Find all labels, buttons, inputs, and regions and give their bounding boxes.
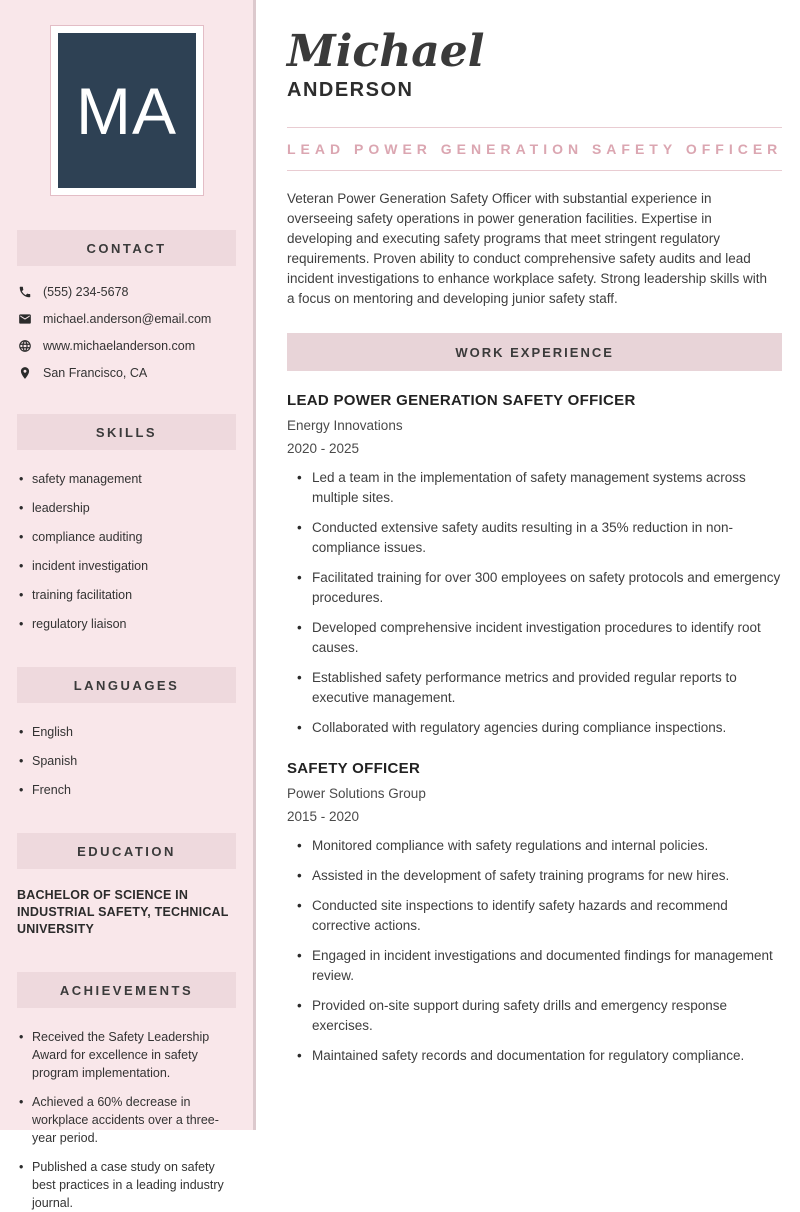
language-item: • French <box>19 781 239 799</box>
job-entry-1 <box>287 392 782 738</box>
skills-section-title: SKILLS <box>95 424 158 440</box>
skills-section-header <box>17 414 236 450</box>
page-title-job: LEAD POWER GENERATION SAFETY OFFICER <box>287 141 783 157</box>
job-bullet: • Conducted extensive safety audits resulting in a 35% reduction in non-compliance issues. <box>287 518 782 558</box>
work-experience-title: WORK EXPERIENCE <box>455 344 614 360</box>
skill-item: • safety management <box>19 470 239 488</box>
education-degree: BACHELOR OF SCIENCE IN INDUSTRIAL SAFETY, TECHNICAL UNIVERSITY <box>17 888 229 936</box>
contact-row-website <box>18 339 239 353</box>
job-bullet: • Led a team in the implementation of safety management systems across multiple sites. <box>287 468 782 508</box>
last-name: ANDERSON <box>287 79 414 101</box>
contact-section-header <box>17 230 236 266</box>
job-title: LEAD POWER GENERATION SAFETY OFFICER <box>287 392 636 409</box>
summary-paragraph: Veteran Power Generation Safety Officer with substantial experience in overseeing safety operations in power generation facilities. Expertise in developing and executing safety programs that meet stringent regulatory requirements. Proven ability to conduct comprehensive safety audits and lead incident investigations to enhance workplace safety. Strong leadership skills with a focus on mentoring and developing junior safety staff. <box>287 191 768 306</box>
phone-icon <box>18 285 32 299</box>
contact-website[interactable]: www.michaelanderson.com <box>43 339 196 353</box>
achievement-item: • Achieved a 60% decrease in workplace accidents over a three-year period. <box>19 1093 239 1147</box>
skill-item: • incident investigation <box>19 557 239 575</box>
achievements-list <box>19 1028 239 1212</box>
skill-item: • leadership <box>19 499 239 517</box>
achievements-section-header <box>17 972 236 1008</box>
divider-bottom <box>287 170 782 171</box>
job-dates: 2015 - 2020 <box>287 809 360 824</box>
skill-item: • compliance auditing <box>19 528 239 546</box>
skills-list <box>19 470 239 633</box>
job-company: Power Solutions Group <box>287 786 426 801</box>
main-content <box>256 0 800 1130</box>
contact-list <box>18 285 239 380</box>
contact-row-phone <box>18 285 239 299</box>
contact-location: San Francisco, CA <box>43 366 148 380</box>
job-bullet: • Facilitated training for over 300 employees on safety protocols and emergency procedures. <box>287 568 782 608</box>
job-bullet: • Assisted in the development of safety training programs for new hires. <box>287 866 782 886</box>
job-bullet: • Developed comprehensive incident investigation procedures to identify root causes. <box>287 618 782 658</box>
language-item: • English <box>19 723 239 741</box>
location-pin-icon <box>18 366 32 380</box>
work-experience-header <box>287 333 782 371</box>
job-bullet: • Established safety performance metrics and provided regular reports to executive management. <box>287 668 782 708</box>
job-bullet: • Provided on-site support during safety drills and emergency response exercises. <box>287 996 782 1036</box>
achievements-section-title: ACHIEVEMENTS <box>59 982 194 998</box>
job-bullet: • Monitored compliance with safety regulations and internal policies. <box>287 836 782 856</box>
languages-list <box>19 723 239 799</box>
job-bullet: • Maintained safety records and documentation for regulatory compliance. <box>287 1046 782 1066</box>
job-title: SAFETY OFFICER <box>287 760 421 777</box>
avatar <box>50 25 204 196</box>
job-bullet-list <box>287 468 782 738</box>
education-section-title: EDUCATION <box>77 843 176 859</box>
language-item: • Spanish <box>19 752 239 770</box>
contact-row-location <box>18 366 239 380</box>
email-icon <box>18 312 32 326</box>
languages-section-title: LANGUAGES <box>73 677 180 693</box>
education-section-header <box>17 833 236 869</box>
first-name: Michael <box>287 26 485 77</box>
languages-section-header <box>17 667 236 703</box>
divider-top <box>287 127 782 128</box>
sidebar <box>0 0 256 1210</box>
job-entry-2 <box>287 760 782 1066</box>
job-company: Energy Innovations <box>287 418 403 433</box>
contact-section-title: CONTACT <box>86 240 167 256</box>
job-bullet: • Collaborated with regulatory agencies during compliance inspections. <box>287 718 782 738</box>
achievement-item: • Published a case study on safety best practices in a leading industry journal. <box>19 1158 239 1212</box>
avatar-box <box>58 33 196 188</box>
job-bullet: • Conducted site inspections to identify safety hazards and recommend corrective actions. <box>287 896 782 936</box>
job-bullet: • Engaged in incident investigations and documented findings for management review. <box>287 946 782 986</box>
skill-item: • regulatory liaison <box>19 615 239 633</box>
contact-phone: (555) 234-5678 <box>43 285 129 299</box>
job-bullet-list <box>287 836 782 1066</box>
skill-item: • training facilitation <box>19 586 239 604</box>
job-dates: 2020 - 2025 <box>287 441 360 456</box>
contact-email[interactable]: michael.anderson@email.com <box>43 312 212 326</box>
contact-row-email <box>18 312 239 326</box>
avatar-initials: MA <box>76 73 177 148</box>
achievement-item: • Received the Safety Leadership Award for excellence in safety program implementation. <box>19 1028 239 1082</box>
globe-icon <box>18 339 32 353</box>
